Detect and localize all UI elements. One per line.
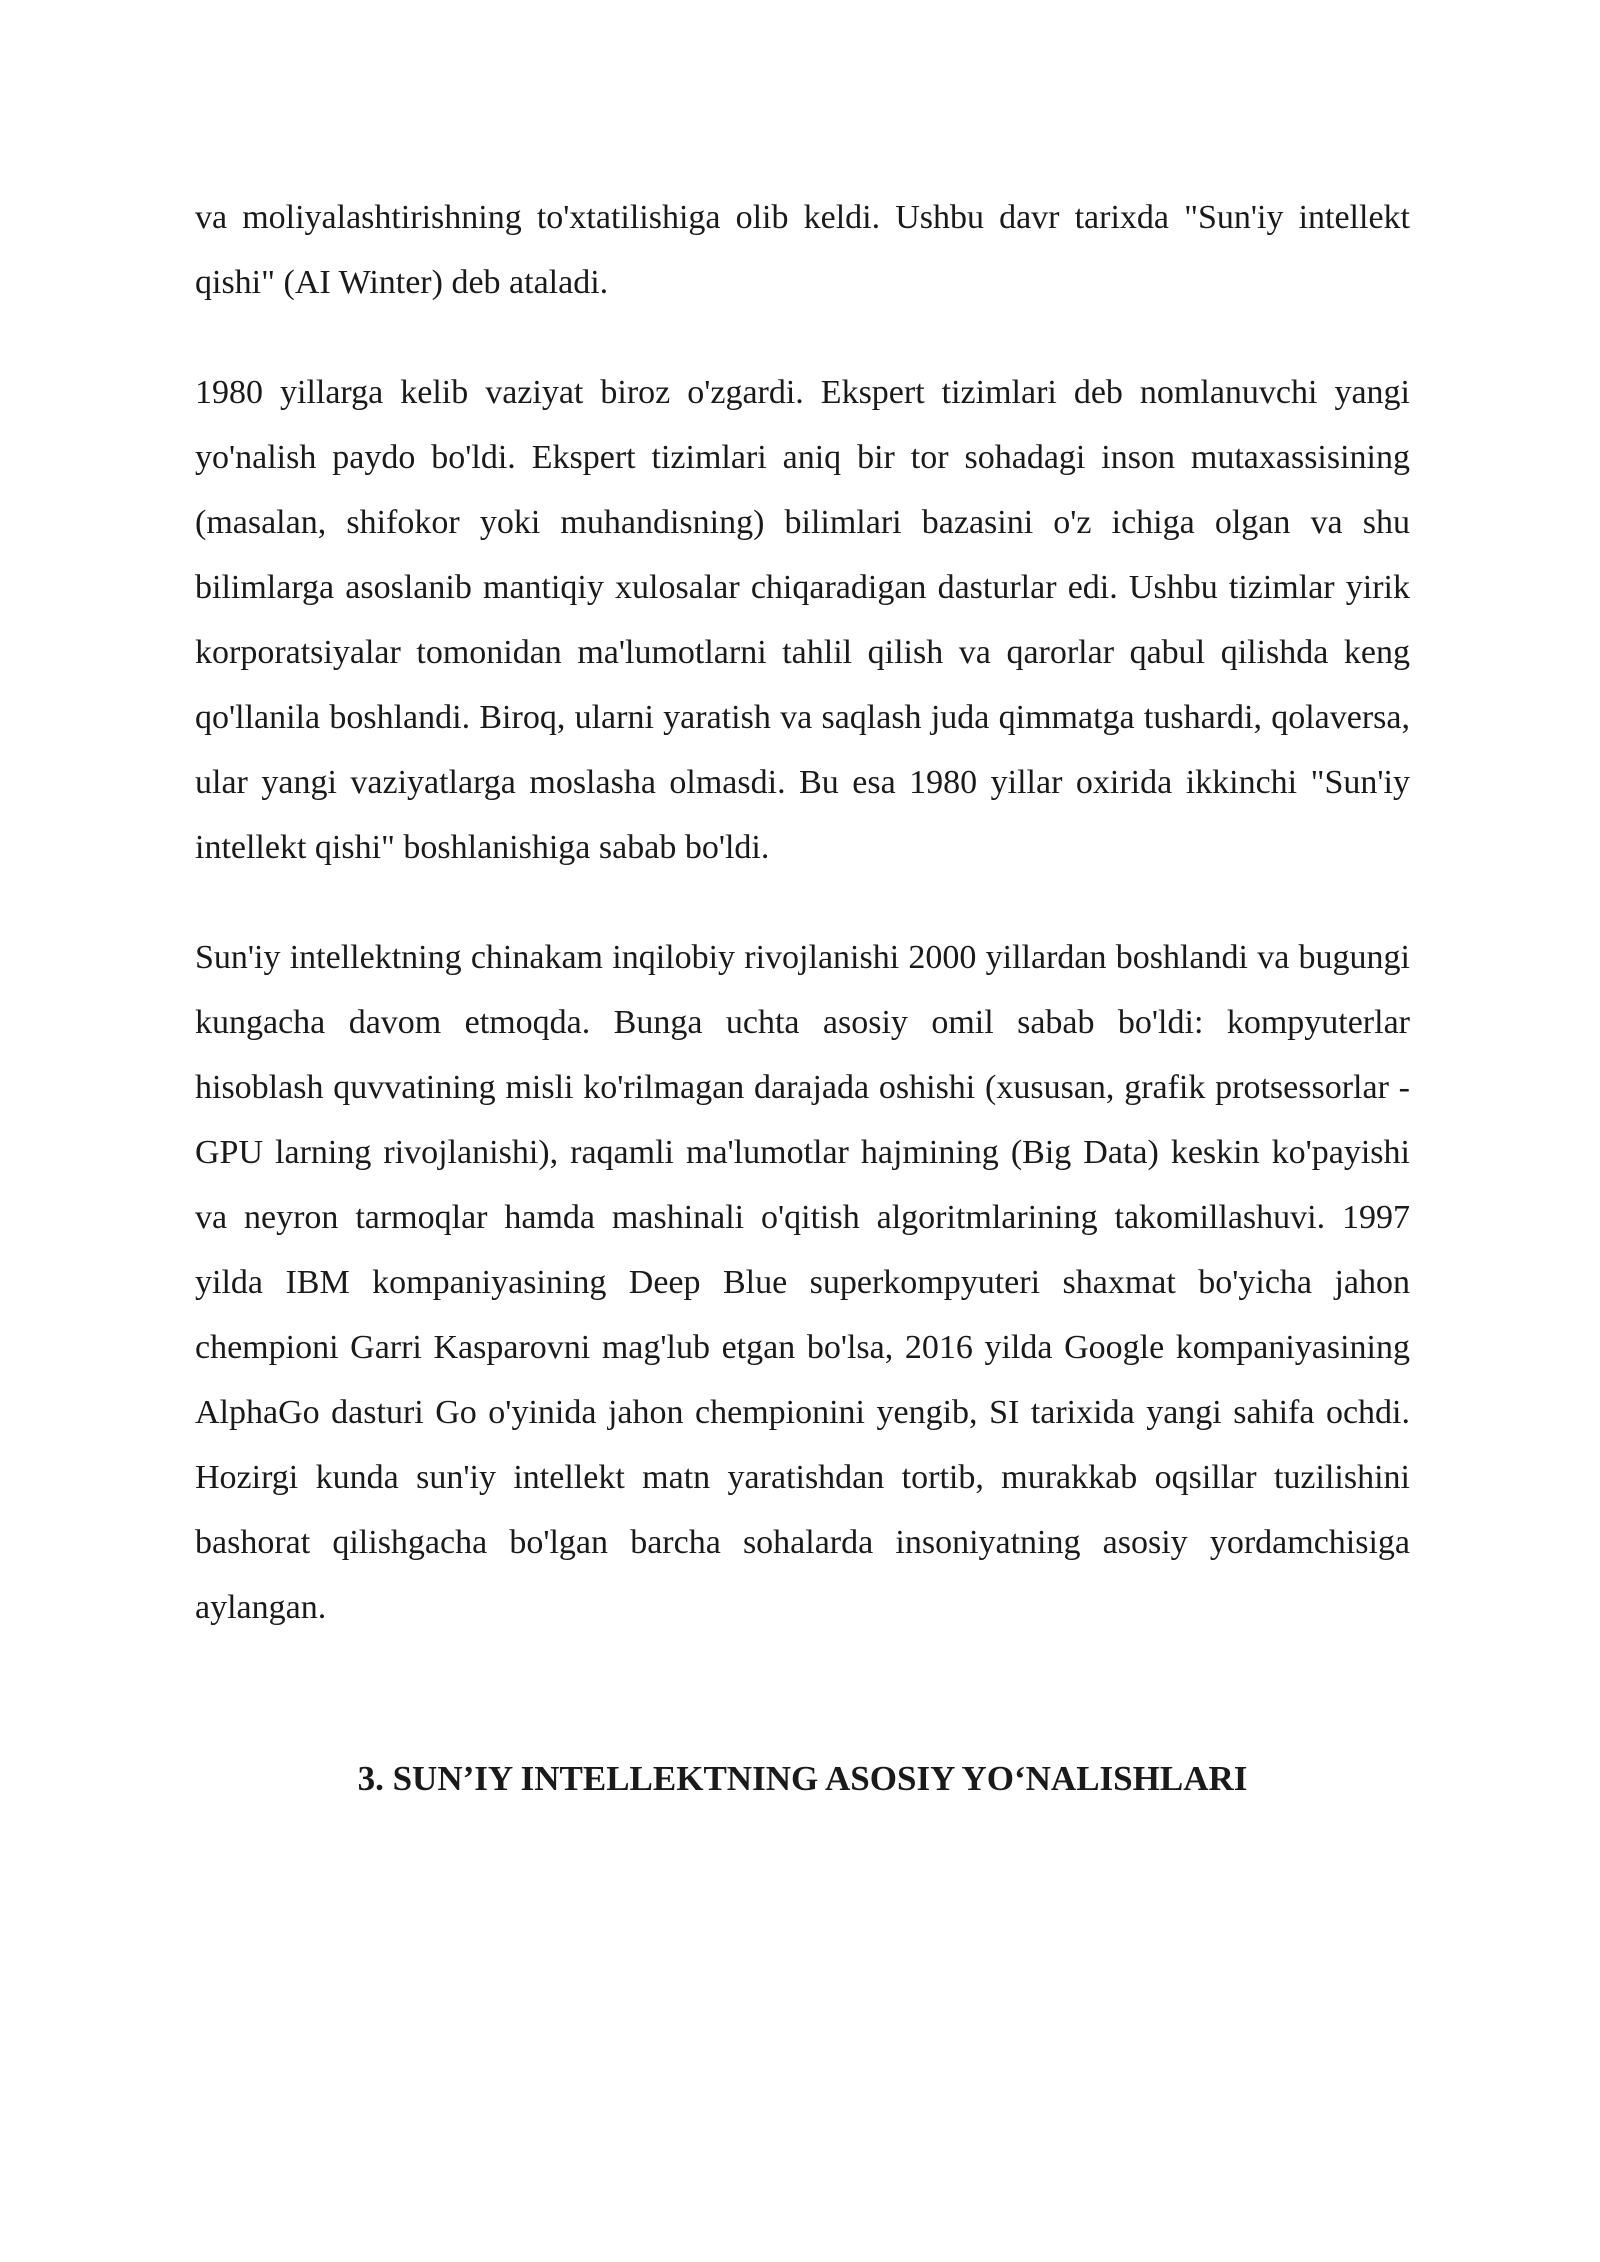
section-heading: 3. SUN’IY INTELLEKTNING ASOSIY YO‘NALISHLARI [357,1759,1248,1798]
page-content [195,185,1410,1811]
paragraph-modern-ai: Sun'iy intellektning chinakam inqilobiy rivojlanishi 2000 yillardan boshlandi va bugungi kungacha davom etmoqda. Bunga uchta asosiy omil sabab bo'ldi: kompyuterlar hisoblash quvvatining misli ko'rilmagan darajada oshishi (xususan, grafik protsessorlar - GPU larning rivojlanishi), raqamli ma'lumotlar hajmining (Big Data) keskin ko'payishi va neyron tarmoqlar hamda mashinali o'qitish algoritmlarining takomillashuvi. 1997 yilda IBM kompaniyasining Deep Blue superkompyuteri shaxmat bo'yicha jahon chempioni Garri Kasparovni mag'lub etgan bo'lsa, 2016 yilda Google kompaniyasining AlphaGo dasturi Go o'yinida jahon chempionini yengib, SI tarixida yangi sahifa ochdi. Hozirgi kunda sun'iy intellekt matn yaratishdan tortib, murakkab oqsillar tuzilishini bashorat qilishgacha bo'lgan barcha sohalarda insoniyatning asosiy yordamchisiga aylangan. [195,939,1410,1626]
paragraph-ai-winter: va moliyalashtirishning to'xtatilishiga olib keldi. Ushbu davr tarixda "Sun'iy intellekt qishi" (AI Winter) deb ataladi. [195,199,1410,301]
paragraph-expert-systems: 1980 yillarga kelib vaziyat biroz o'zgardi. Ekspert tizimlari deb nomlanuvchi yangi yo'nalish paydo bo'ldi. Ekspert tizimlari aniq bir tor sohadagi inson mutaxassisining (masalan, shifokor yoki muhandisning) bilimlari bazasini o'z ichiga olgan va shu bilimlarga asoslanib mantiqiy xulosalar chiqaradigan dasturlar edi. Ushbu tizimlar yirik korporatsiyalar tomonidan ma'lumotlarni tahlil qilish va qarorlar qabul qilishda keng qo'llanila boshlandi. Biroq, ularni yaratish va saqlash juda qimmatga tushardi, qolaversa, ular yangi vaziyatlarga moslasha olmasdi. Bu esa 1980 yillar oxirida ikkinchi "Sun'iy intellekt qishi" boshlanishiga sabab bo'ldi. [195,374,1410,866]
